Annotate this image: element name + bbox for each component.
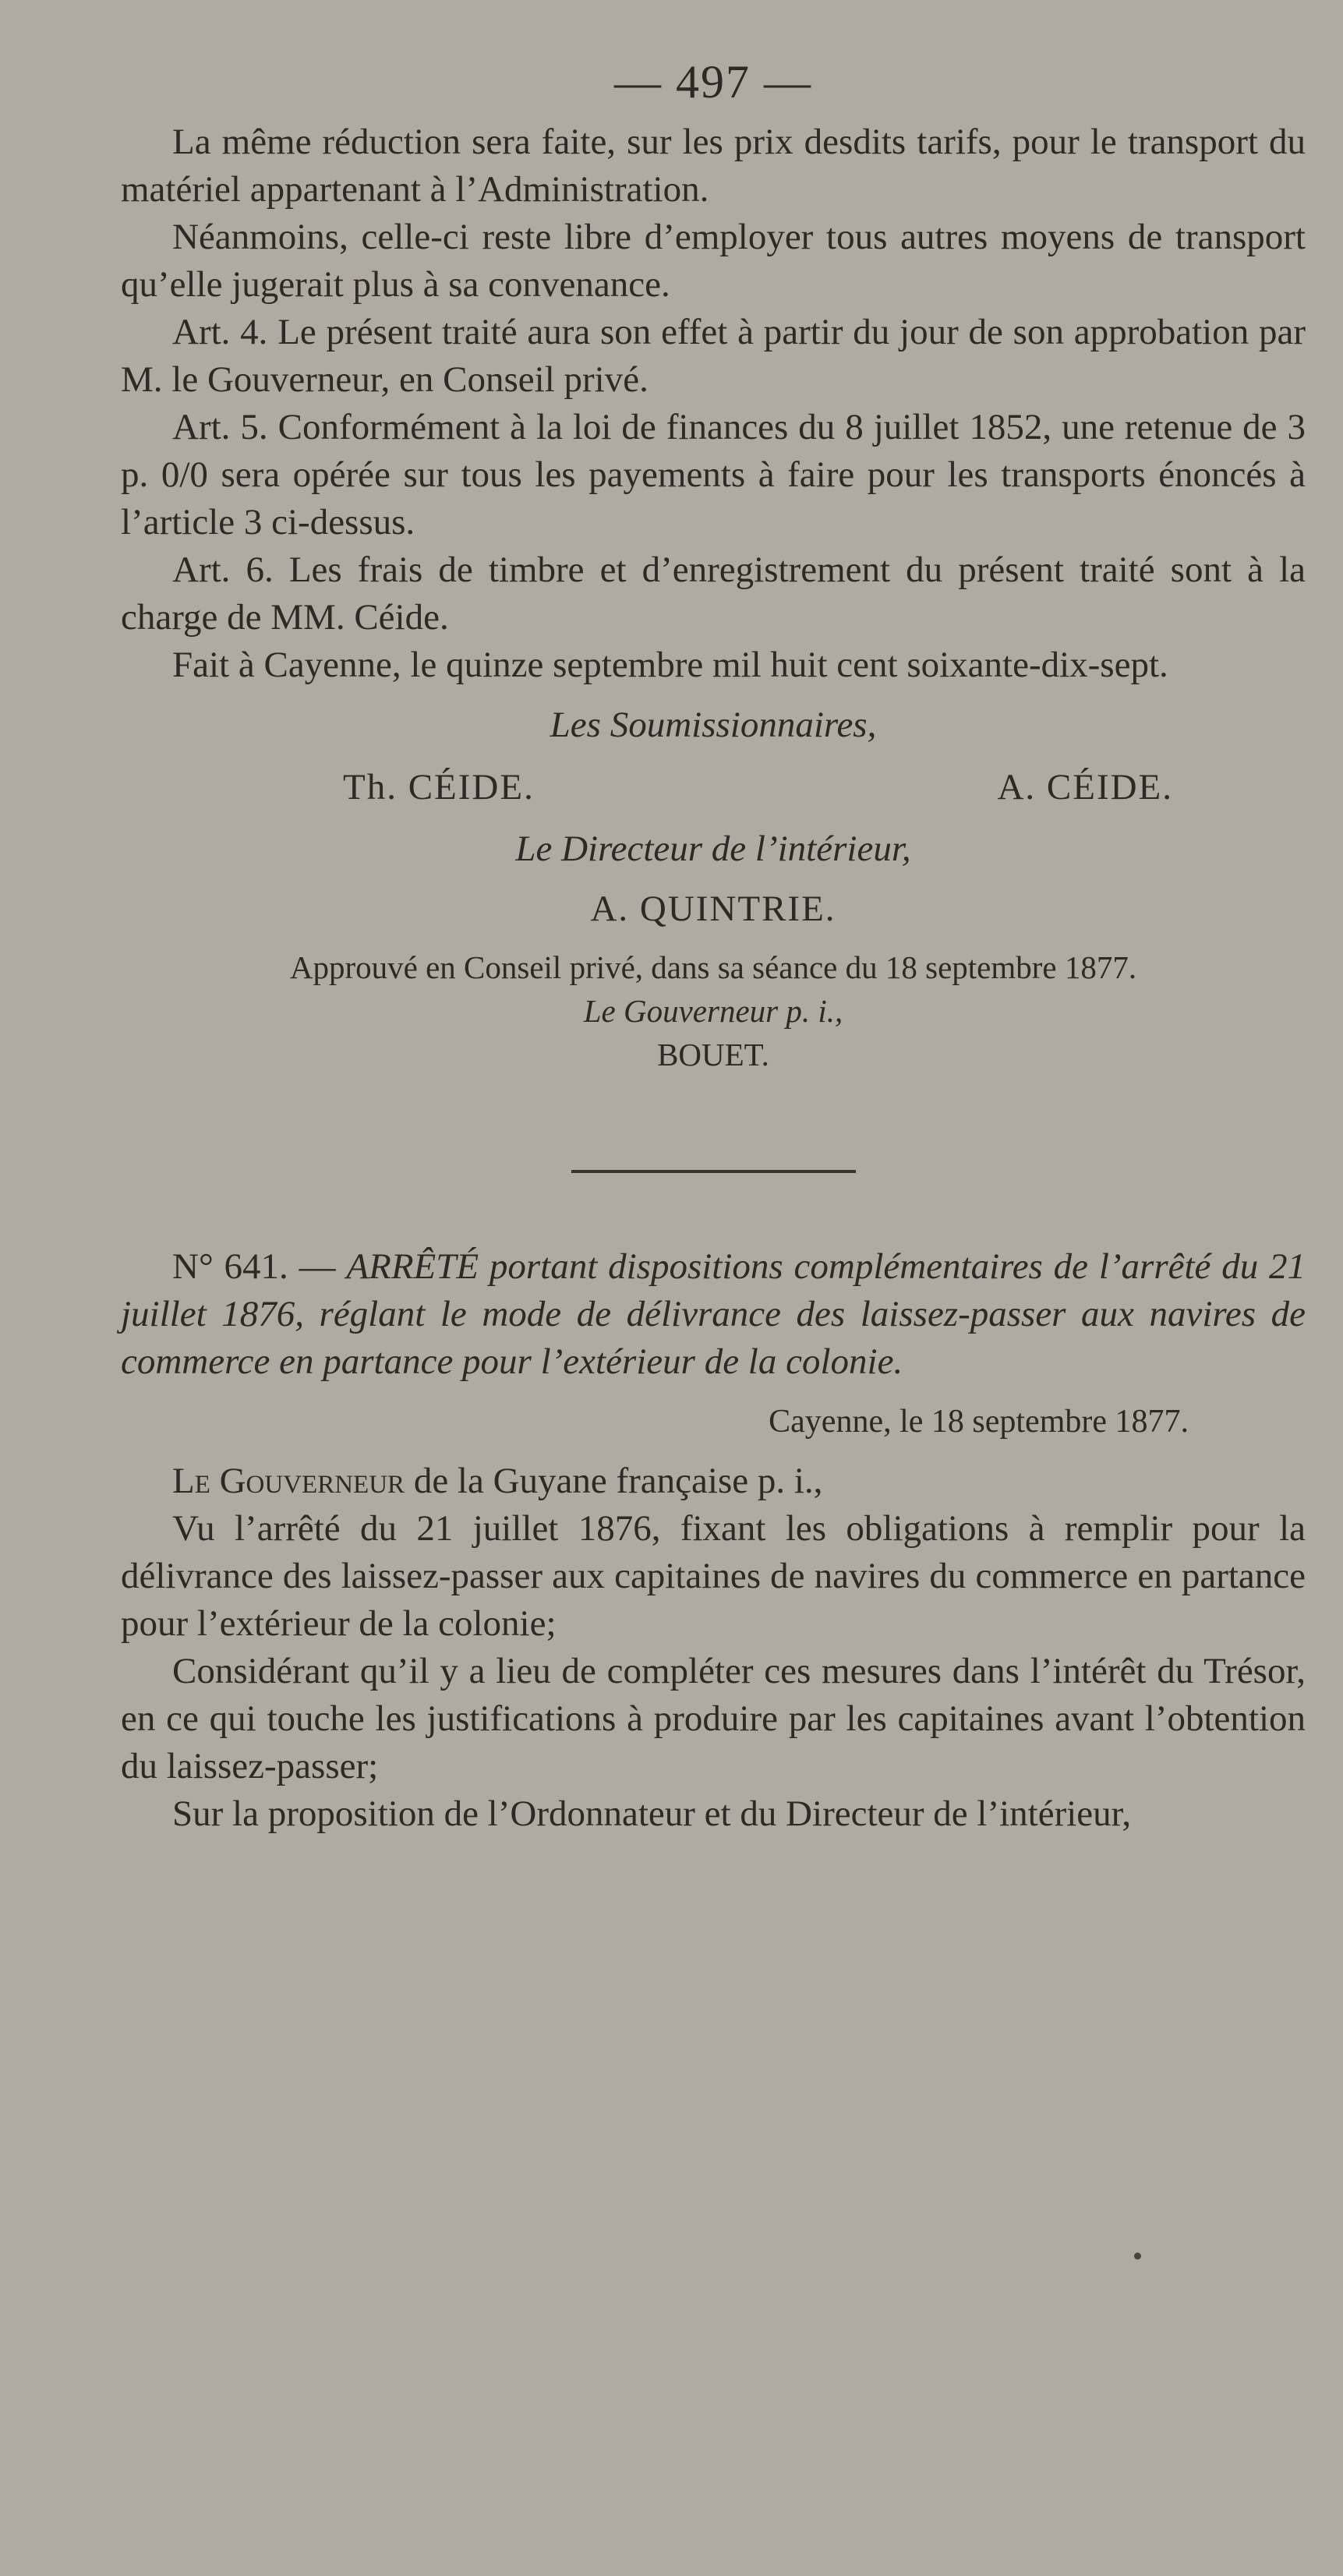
section-divider [571,1170,856,1173]
considerant: Sur la proposition de l’Ordonnateur et du Directeur de l’intérieur, [172,1793,1132,1834]
paragraph: La même réduction sera faite, sur les prix desdits tarifs, pour le transport du matériel appartenant à l’Administration. [121,122,1306,210]
signature-row [121,761,1306,813]
governor-title: Le Gouverneur p. i., [583,993,843,1029]
signature-left: Th. CÉIDE. [343,767,535,807]
paragraph: Néanmoins, celle-ci reste libre d’employer tous autres moyens de transport qu’elle jugerait plus à sa convenance. [121,217,1306,305]
arrete-heading [121,1243,1306,1386]
dateline: Cayenne, le 18 septembre 1877. [769,1404,1189,1440]
gouverneur-rest: de la Guyane française p. i., [405,1461,823,1501]
page-number: — 497 — [614,56,812,108]
director-title: Le Directeur de l’intérieur, [515,829,911,869]
director-name: A. QUINTRIE. [590,889,836,929]
approval-line: Approuvé en Conseil privé, dans sa séance du 18 septembre 1877. [289,949,1137,985]
ink-blot [1134,2253,1141,2260]
considerant: Considérant qu’il y a lieu de compléter ces mesures dans l’intérêt du Trésor, en ce qui touche les justifications à produire par les capitaines avant l’obtention du laissez-passer; [121,1651,1306,1786]
governor-name: BOUET. [657,1037,769,1072]
paragraph: Art. 5. Conformément à la loi de finances du 8 juillet 1852, une retenue de 3 p. 0/0 sera opérée sur tous les payements à faire pour les transports énoncés à l’article 3 ci-dessus. [121,407,1306,542]
arrete-number: N° 641. — [172,1246,336,1287]
paragraph: Art. 4. Le présent traité aura son effet à partir du jour de son approbation par M. le Gouverneur, en Conseil privé. [121,312,1306,400]
paragraph: Art. 6. Les frais de timbre et d’enregistrement du présent traité sont à la charge de MM. Céide. [121,549,1306,638]
considerant: Vu l’arrêté du 21 juillet 1876, fixant les obligations à remplir pour la délivrance des laissez-passer aux capitaines de navires du commerce en partance pour l’extérieur de la colonie; [121,1508,1306,1644]
gouverneur-line [121,1458,1306,1505]
text-block [121,55,1306,1838]
paragraph: Fait à Cayenne, le quinze septembre mil huit cent soixante-dix-sept. [172,645,1168,685]
gouverneur-label: Le Gouverneur [172,1461,405,1501]
signatories-heading: Les Soumissionnaires, [550,705,877,745]
signature-right: A. CÉIDE. [997,767,1173,807]
arrete-title: ARRÊTÉ portant dispositions complémentaires de l’arrêté du 21 juillet 1876, réglant le mode de délivrance des laissez-passer aux navires de commerce en partance pour l’extérieur de la colonie. [121,1246,1306,1382]
